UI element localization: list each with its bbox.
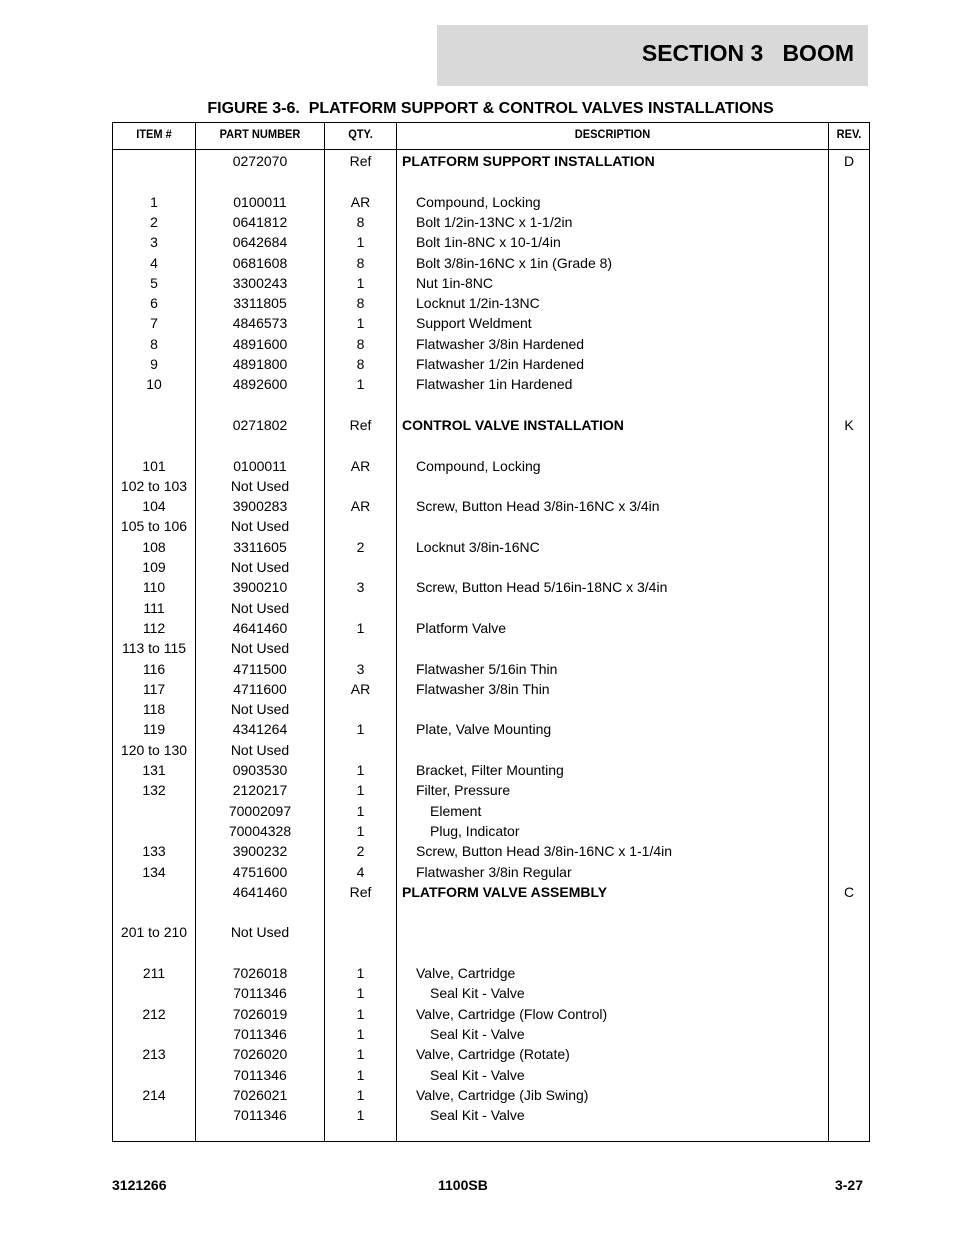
item-number: 104 [142, 498, 166, 515]
quantity: 8 [356, 295, 365, 312]
item-number: 5 [150, 274, 158, 291]
item-number: 132 [142, 782, 166, 799]
part-number: 3311805 [233, 295, 287, 312]
part-number: 4892600 [232, 376, 288, 393]
quantity: 8 [356, 335, 365, 352]
description: Bolt 3/8in-16NC x 1in (Grade 8) [416, 254, 613, 271]
description: Flatwasher 5/16in Thin [416, 660, 558, 677]
table-row [113, 374, 869, 394]
table-row [113, 862, 869, 882]
part-number: 4751600 [232, 863, 288, 880]
description: Valve, Cartridge (Rotate) [416, 1046, 570, 1063]
quantity: 1 [356, 1066, 365, 1083]
table-row [113, 415, 869, 435]
description: PLATFORM VALVE ASSEMBLY [402, 883, 608, 900]
figure-title: FIGURE 3-6. PLATFORM SUPPORT & CONTROL VALVES INSTALLATIONS [207, 100, 774, 117]
table-row [113, 151, 869, 171]
table-row [113, 476, 869, 496]
item-number: 214 [142, 1086, 166, 1103]
table-row [113, 1004, 869, 1024]
part-number: 4711500 [233, 660, 287, 677]
description: Filter, Pressure [416, 782, 511, 799]
table-row [113, 841, 869, 861]
quantity: 1 [356, 721, 365, 738]
part-number: 4846573 [232, 315, 288, 332]
description: Flatwasher 1/2in Hardened [416, 356, 585, 372]
item-number: 9 [150, 356, 158, 372]
footer-model: 1100SB [438, 1177, 488, 1193]
quantity: 1 [356, 619, 365, 636]
revision: D [843, 153, 855, 169]
table-row [113, 293, 869, 313]
quantity: 3 [356, 660, 365, 677]
quantity: 4 [356, 863, 365, 880]
part-number: Not Used [230, 924, 290, 941]
header-item: ITEM # [136, 127, 172, 141]
description: Platform Valve [416, 619, 506, 636]
description: Seal Kit - Valve [430, 985, 525, 1002]
quantity: 1 [356, 274, 365, 291]
part-number: 7011346 [233, 1025, 287, 1042]
table-row [113, 882, 869, 902]
part-number: Not Used [230, 701, 290, 718]
quantity: 2 [356, 843, 365, 860]
part-number: 4341264 [232, 721, 288, 738]
table-row [113, 192, 869, 212]
part-number: 70004328 [228, 822, 292, 839]
item-number: 101 [142, 457, 166, 474]
table-row [113, 1105, 869, 1125]
part-number: 3900210 [232, 579, 288, 596]
quantity: AR [350, 193, 371, 210]
part-number: 7011346 [233, 985, 287, 1002]
quantity: 8 [356, 254, 365, 271]
table-row [113, 922, 869, 942]
item-number: 113 to 115 [121, 640, 187, 657]
item-number: 4 [150, 254, 158, 271]
item-number: 2 [150, 213, 158, 230]
table-row [113, 780, 869, 800]
quantity: 1 [356, 1046, 365, 1063]
table-row [113, 679, 869, 699]
quantity: 8 [356, 356, 365, 372]
section-title: SECTION 3 BOOM [641, 40, 854, 66]
table-row [113, 496, 869, 516]
description: Flatwasher 1in Hardened [416, 376, 573, 393]
table-row [113, 313, 869, 333]
part-number: 3900283 [232, 498, 288, 515]
item-number: 1 [150, 193, 158, 210]
part-number: 7026020 [232, 1046, 288, 1063]
parts-table [112, 122, 870, 1142]
table-row [113, 354, 869, 374]
part-number: 4891800 [232, 356, 288, 372]
item-number: 119 [142, 721, 166, 738]
item-number: 112 [142, 619, 166, 636]
part-number: 7026019 [232, 1005, 288, 1022]
table-row [113, 232, 869, 252]
part-number: 4711600 [233, 680, 287, 697]
table-row [113, 740, 869, 760]
part-number: 4891600 [232, 335, 288, 352]
item-number: 212 [142, 1005, 166, 1022]
item-number: 111 [143, 599, 165, 616]
part-number: 0681608 [232, 254, 288, 271]
description: Valve, Cartridge (Flow Control) [416, 1005, 608, 1022]
quantity: 1 [356, 376, 365, 393]
table-row [113, 1065, 869, 1085]
table-row [113, 273, 869, 293]
table-row [113, 699, 869, 719]
item-number: 7 [150, 315, 158, 332]
item-number: 10 [146, 376, 162, 393]
part-number: 7011346 [233, 1107, 287, 1124]
description: Screw, Button Head 5/16in-18NC x 3/4in [416, 579, 668, 596]
part-number: Not Used [230, 741, 290, 758]
description: Valve, Cartridge (Jib Swing) [416, 1086, 589, 1103]
table-row [113, 983, 869, 1003]
part-number: 70002097 [228, 802, 292, 819]
quantity: AR [350, 498, 371, 515]
quantity: 1 [356, 782, 365, 799]
description: Locknut 1/2in-13NC [416, 295, 540, 312]
quantity: 1 [356, 1025, 365, 1042]
header-rev: REV. [836, 127, 862, 141]
item-number: 110 [142, 579, 166, 596]
table-row [113, 618, 869, 638]
item-number: 105 to 106 [120, 518, 188, 535]
header-description: DESCRIPTION [574, 127, 651, 141]
table-row [113, 638, 869, 658]
description: Bolt 1/2in-13NC x 1-1/2in [416, 213, 573, 230]
part-number: 0272070 [232, 153, 288, 169]
quantity: 1 [356, 1005, 365, 1022]
item-number: 213 [142, 1046, 166, 1063]
description: Seal Kit - Valve [430, 1066, 525, 1083]
quantity: Ref [349, 883, 372, 900]
item-number: 211 [142, 965, 166, 981]
part-number: Not Used [230, 477, 290, 494]
table-row [113, 516, 869, 536]
table-row [113, 334, 869, 354]
footer-document-number: 3121266 [112, 1177, 167, 1193]
part-number: 3900232 [232, 843, 288, 860]
item-number: 8 [150, 335, 158, 352]
header-divider [113, 149, 869, 150]
description: Flatwasher 3/8in Thin [416, 680, 550, 697]
table-row [113, 1085, 869, 1105]
part-number: 0100011 [233, 193, 287, 210]
quantity: 1 [356, 762, 365, 778]
quantity: AR [350, 457, 371, 474]
section-header [437, 25, 868, 86]
description: Bracket, Filter Mounting [416, 762, 564, 778]
footer-page-number: 3-27 [834, 1177, 863, 1193]
description: Valve, Cartridge [416, 965, 516, 981]
table-row [113, 537, 869, 557]
description: Screw, Button Head 3/8in-16NC x 3/4in [416, 498, 660, 515]
part-number: 3311605 [233, 538, 287, 555]
part-number: Not Used [230, 518, 290, 535]
description: Locknut 3/8in-16NC [416, 538, 540, 555]
quantity: Ref [349, 153, 372, 169]
part-number: 0642684 [232, 234, 288, 251]
part-number: Not Used [230, 559, 290, 575]
part-number: 0903530 [232, 762, 288, 778]
part-number: 7026021 [232, 1086, 288, 1103]
item-number: 3 [150, 234, 158, 251]
part-number: 7011346 [233, 1066, 287, 1083]
quantity: 3 [356, 579, 365, 596]
description: CONTROL VALVE INSTALLATION [402, 416, 624, 433]
description: Bolt 1in-8NC x 10-1/4in [416, 234, 561, 251]
description: Support Weldment [416, 315, 532, 332]
item-number: 6 [150, 295, 158, 312]
table-row [113, 1024, 869, 1044]
table-row [113, 1044, 869, 1064]
quantity: 1 [356, 802, 365, 819]
item-number: 118 [142, 701, 166, 718]
item-number: 120 to 130 [120, 741, 188, 758]
part-number: 0100011 [233, 457, 287, 474]
table-row [113, 557, 869, 577]
description: Screw, Button Head 3/8in-16NC x 1-1/4in [416, 843, 673, 860]
table-row [113, 253, 869, 273]
description: Plug, Indicator [430, 822, 520, 839]
description: PLATFORM SUPPORT INSTALLATION [402, 153, 655, 169]
table-row [113, 577, 869, 597]
description: Flatwasher 3/8in Regular [416, 863, 572, 880]
quantity: 1 [356, 315, 365, 332]
quantity: AR [350, 680, 371, 697]
item-number: 201 to 210 [120, 924, 188, 941]
part-number: 0641812 [232, 213, 288, 230]
quantity: 2 [356, 538, 365, 555]
table-row [113, 963, 869, 983]
description: Seal Kit - Valve [430, 1107, 525, 1124]
revision: C [843, 883, 855, 900]
quantity: 1 [356, 1107, 365, 1124]
description: Plate, Valve Mounting [416, 721, 552, 738]
part-number: 2120217 [232, 782, 288, 799]
table-row [113, 719, 869, 739]
item-number: 131 [142, 762, 166, 778]
part-number: Not Used [230, 640, 290, 657]
description: Compound, Locking [416, 457, 541, 474]
quantity: Ref [349, 416, 372, 433]
part-number: Not Used [230, 599, 290, 616]
item-number: 116 [142, 660, 166, 677]
quantity: 1 [356, 234, 365, 251]
description: Element [430, 802, 482, 819]
item-number: 108 [142, 538, 166, 555]
description: Flatwasher 3/8in Hardened [416, 335, 585, 352]
table-row [113, 821, 869, 841]
item-number: 117 [142, 680, 166, 697]
revision: K [844, 416, 854, 433]
part-number: 3300243 [232, 274, 288, 291]
table-row [113, 760, 869, 780]
description: Seal Kit - Valve [430, 1025, 525, 1042]
part-number: 0271802 [232, 416, 288, 433]
header-qty: QTY. [348, 127, 373, 141]
table-row [113, 598, 869, 618]
quantity: 1 [356, 985, 365, 1002]
quantity: 1 [356, 1086, 365, 1103]
item-number: 134 [142, 863, 166, 880]
item-number: 102 to 103 [120, 477, 188, 494]
item-number: 133 [142, 843, 166, 860]
table-row [113, 456, 869, 476]
table-row [113, 801, 869, 821]
description: Nut 1in-8NC [416, 274, 494, 291]
quantity: 1 [356, 965, 365, 981]
part-number: 4641460 [232, 619, 288, 636]
quantity: 8 [356, 213, 365, 230]
part-number: 7026018 [232, 965, 288, 981]
description: Compound, Locking [416, 193, 541, 210]
table-row [113, 212, 869, 232]
header-part-number: PART NUMBER [219, 127, 301, 141]
table-row [113, 659, 869, 679]
item-number: 109 [142, 559, 166, 575]
quantity: 1 [356, 822, 365, 839]
part-number: 4641460 [232, 883, 288, 900]
